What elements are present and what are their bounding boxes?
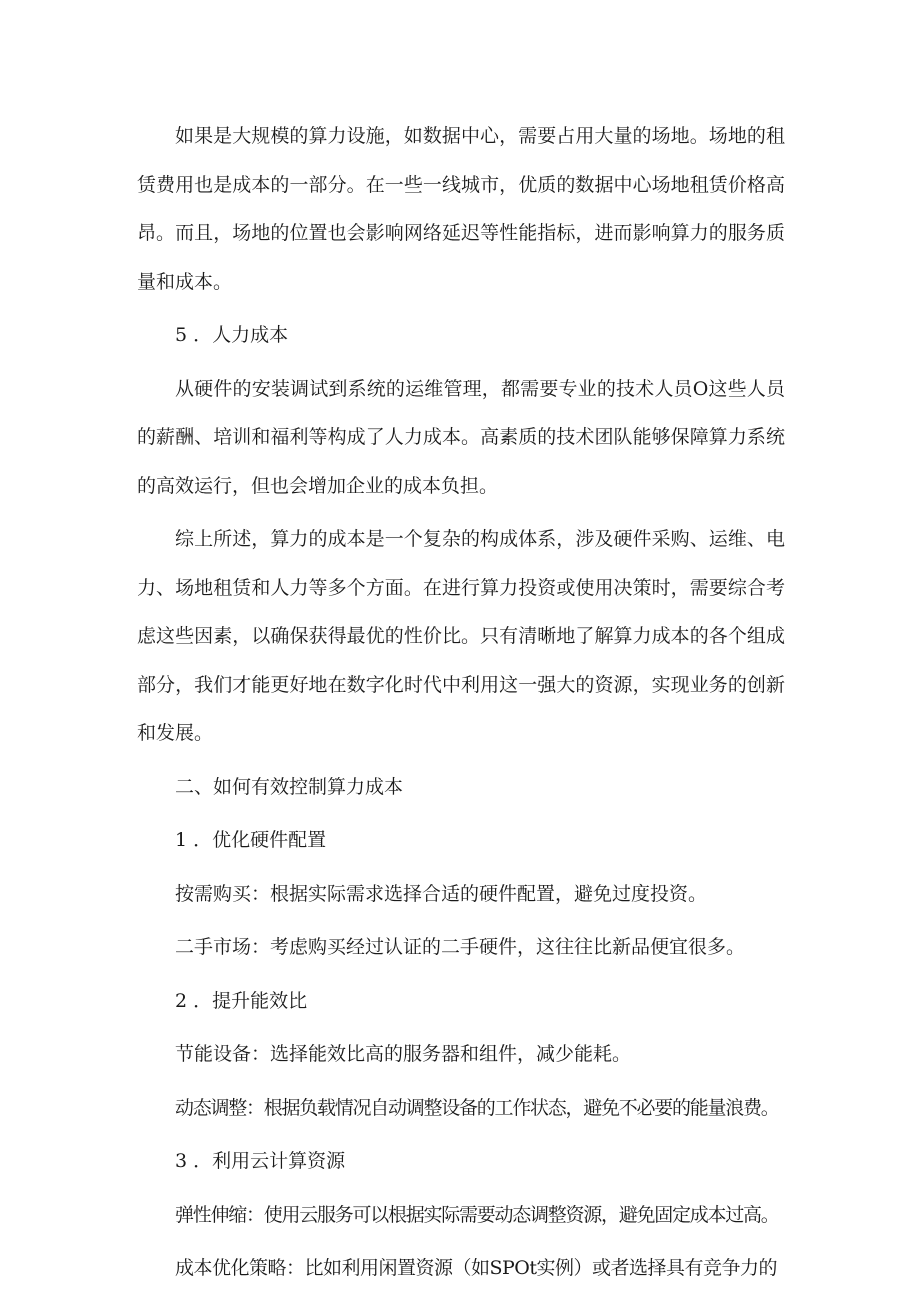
paragraph-elastic-scaling: 弹性伸缩：使用云服务可以根据实际需要动态调整资源，避免固定成本过高。: [175, 1203, 779, 1226]
paragraph-cost-optimization: 成本优化策略：比如利用闲置资源（如SPOt实例）或者选择具有竞争力的: [175, 1257, 778, 1279]
heading-energy-efficiency: 2 ．提升能效比: [175, 989, 308, 1012]
paragraph-summary: 综上所述，算力的成本是一个复杂的构成体系，涉及硬件采购、运维、电力、场地租赁和人力等多个方面。在进行算力投资或使用决策时，需要综合考虑这些因素，以确保获得最优的性价比。只有清晰地了解算力成本的各个组成部分，我们才能更好地在数字化时代中利用这一强大的资源，实现业务的创新和发展。: [137, 528, 785, 744]
paragraph-buy-on-demand: 按需购买：根据实际需求选择合适的硬件配置，避免过度投资。: [175, 882, 708, 905]
heading-cloud-resources: 3 ．利用云计算资源: [175, 1150, 346, 1172]
document-body: [137, 112, 785, 1293]
paragraph-labor-cost: 从硬件的安装调试到系统的运维管理，都需要专业的技术人员O这些人员的薪酬、培训和福利等构成了人力成本。高素质的技术团队能够保障算力系统的高效运行，但也会增加企业的成本负担。: [137, 377, 785, 497]
heading-optimize-hardware: 1 ．优化硬件配置: [175, 829, 327, 851]
paragraph-dynamic-adjustment: 动态调整：根据负载情况自动调整设备的工作状态，避免不必要的能量浪费。: [175, 1096, 779, 1119]
paragraph-energy-saving-devices: 节能设备：选择能效比高的服务器和组件，减少能耗。: [175, 1043, 632, 1065]
paragraph-second-hand-market: 二手市场：考虑购买经过认证的二手硬件，这往往比新品便宜很多。: [175, 936, 746, 958]
paragraph-venue-cost: 如果是大规模的算力设施，如数据中心，需要占用大量的场地。场地的租赁费用也是成本的一部分。在一些一线城市，优质的数据中心场地租赁价格高昂。而且，场地的位置也会影响网络延迟等性能指标，进而影响算力的服务质量和成本。: [137, 125, 785, 293]
heading-section-2: 二、如何有效控制算力成本: [175, 775, 404, 798]
heading-labor-cost: 5 ．人力成本: [175, 324, 289, 346]
